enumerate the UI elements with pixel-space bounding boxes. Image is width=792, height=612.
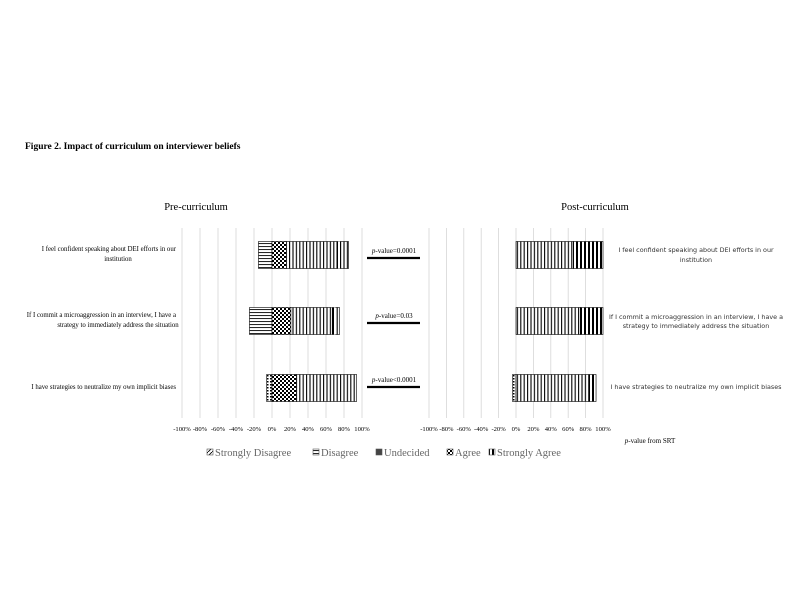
tick-label: 100% (354, 426, 370, 433)
legend-label: Undecided (384, 448, 430, 459)
category-label: I have strategies to neutralize my own implicit biases (31, 384, 176, 391)
tick-label: 40% (301, 426, 315, 433)
tick-label: 0% (511, 426, 521, 433)
tick-label: 0% (267, 426, 277, 433)
bar-agree (272, 308, 291, 335)
bar-agree (272, 242, 286, 269)
legend-swatch (313, 449, 319, 455)
bar-disagree (267, 375, 272, 402)
category-label: strategy to immediately address the situation (57, 322, 179, 329)
p-value-label: p-value<0.0001 (371, 376, 417, 384)
tick-label: -80% (439, 426, 454, 433)
bar-strongly-agree (516, 242, 573, 269)
panel-title: Post-curriculum (561, 202, 629, 213)
bar-strongly-agree-accent (573, 242, 603, 269)
category-label: If I commit a microaggression in an interview, I have a (26, 312, 176, 319)
legend-label: Strongly Agree (497, 448, 561, 459)
legend-label: Agree (455, 448, 481, 459)
tick-label: -100% (420, 426, 438, 433)
legend-swatch (376, 449, 382, 455)
bars (207, 242, 603, 456)
tick-label: -60% (456, 426, 471, 433)
bar-agree (272, 375, 296, 402)
tick-label: 100% (595, 426, 611, 433)
tick-label: -20% (246, 426, 262, 433)
tick-label: 20% (527, 426, 540, 433)
tick-label: 40% (544, 426, 557, 433)
tick-label: 80% (579, 426, 592, 433)
tick-label: -100% (173, 426, 191, 433)
category-label-post: I have strategies to neutralize my own implicit biases (610, 383, 782, 391)
tick-label: 80% (337, 426, 351, 433)
bar-disagree (513, 375, 516, 402)
tick-label: -40% (474, 426, 489, 433)
category-label-post: If I commit a microaggression in an interview, I have a (608, 313, 784, 321)
category-label: institution (104, 256, 132, 263)
bar-strongly-agree (516, 308, 580, 335)
tick-label: 60% (562, 426, 575, 433)
category-label: I feel confident speaking about DEI efforts in our (41, 246, 176, 253)
footnote: p-value from SRT (624, 437, 676, 445)
legend-swatch (447, 449, 453, 455)
p-value-label: p-value=0.0001 (371, 247, 417, 255)
legend-swatch (207, 449, 213, 455)
tick-label: 60% (319, 426, 333, 433)
bar-strongly-agree (516, 375, 589, 402)
panel-title: Pre-curriculum (164, 202, 228, 213)
tick-label: 20% (283, 426, 297, 433)
tick-label: -20% (491, 426, 506, 433)
chart-text (27, 202, 783, 459)
bar-disagree (250, 308, 273, 335)
bar-accent (332, 308, 336, 335)
bar-disagree (259, 242, 273, 269)
legend-swatch (489, 449, 495, 455)
figure-title: Figure 2. Impact of curriculum on interviewer beliefs (25, 142, 241, 152)
legend-label: Strongly Disagree (215, 448, 292, 459)
category-label-post: strategy to immediately address the situation (622, 322, 770, 330)
bar-strongly-agree-accent (589, 375, 596, 402)
bar-strongly-agree-accent (580, 308, 603, 335)
p-value-label: p-value=0.03 (375, 312, 413, 320)
tick-label: -60% (210, 426, 226, 433)
bar-strongly-agree (296, 375, 356, 402)
category-label-post: institution (679, 256, 713, 264)
category-label-post: I feel confident speaking about DEI efforts in our (618, 246, 774, 254)
tick-label: -80% (192, 426, 208, 433)
tick-label: -40% (228, 426, 244, 433)
bar-accent (337, 242, 341, 269)
legend-label: Disagree (321, 448, 359, 459)
